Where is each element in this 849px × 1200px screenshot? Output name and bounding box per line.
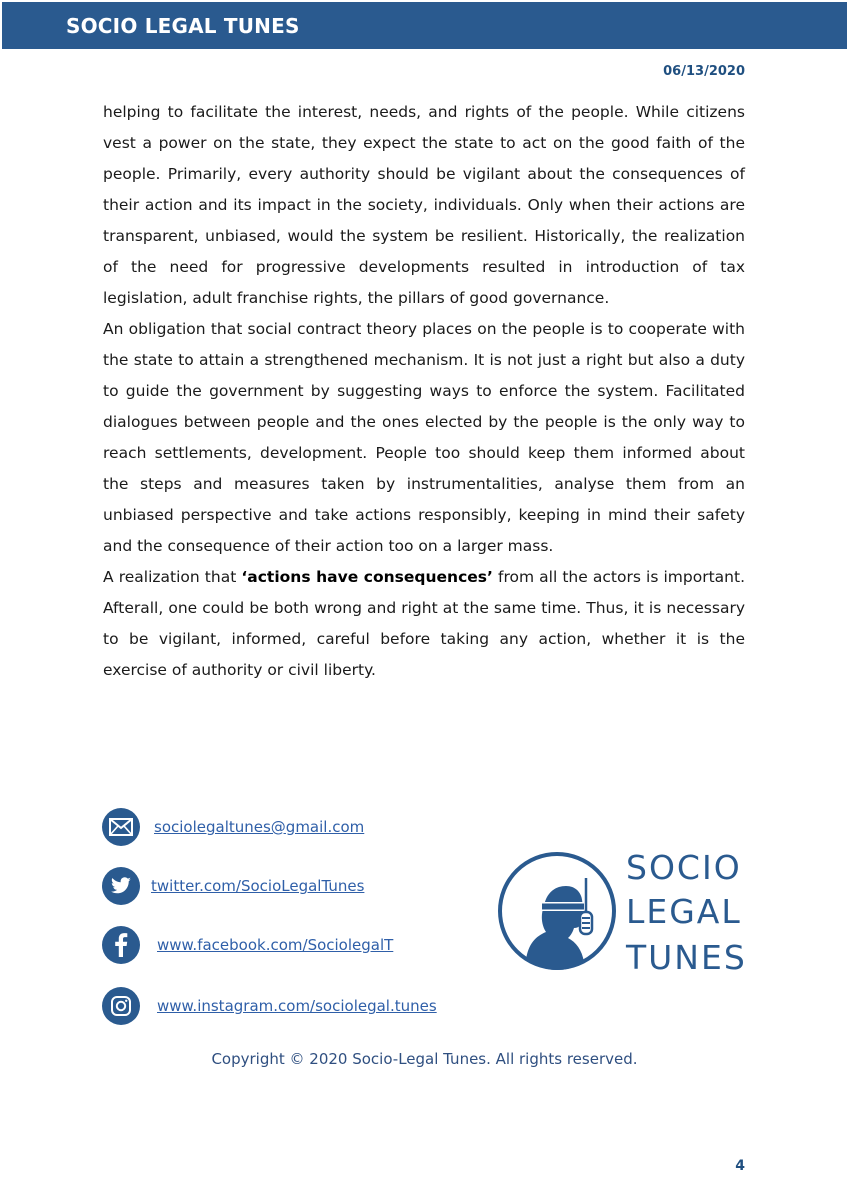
socio-legal-tunes-logo	[496, 848, 761, 977]
facebook-icon	[102, 926, 140, 964]
copyright-notice: Copyright © 2020 Socio-Legal Tunes. All rights reserved.	[211, 1050, 638, 1068]
header-bar	[2, 2, 847, 49]
instagram-link[interactable]: www.instagram.com/sociolegal.tunes	[157, 997, 437, 1015]
logo-line-tunes: TUNES	[626, 938, 747, 977]
emphasis-phrase: ‘actions have consequences’	[241, 568, 493, 586]
page-number: 4	[735, 1158, 745, 1174]
paragraph-3-start: A realization that	[103, 568, 242, 586]
logo-line-legal: LEGAL	[626, 892, 742, 931]
email-link[interactable]: sociolegaltunes@gmail.com	[154, 818, 365, 836]
contact-facebook	[102, 926, 393, 964]
paragraph-1: helping to facilitate the interest, needs, and rights of the people. While citizens vest a power on the state, they expect the state to act on the good faith of the people. Primarily, every authority should be vigilant about the consequences of their action and its impact in the society, individuals. Only when their actions are transparent, unbiased, would the system be resilient. Historically, the realization of the need for progressive developments resulted in introduction of tax legislation, adult franchise rights, the pillars of good governance.	[103, 103, 745, 307]
instagram-icon	[102, 987, 140, 1025]
paragraph-2: An obligation that social contract theory places on the people is to cooperate with the state to attain a strengthened mechanism. It is not just a right but also a duty to guide the government by suggesting ways to enforce the system. Facilitated dialogues between people and the ones elected by the people is the only way to reach settlements, development. People too should keep them informed about the steps and measures taken by instrumentalities, analyse them from an unbiased perspective and take actions responsibly, keeping in mind their safety and the consequence of their action too on a larger mass.	[103, 320, 745, 555]
facebook-link[interactable]: www.facebook.com/SociolegalT	[157, 936, 394, 954]
contact-twitter	[102, 867, 364, 905]
brand-title: SOCIO LEGAL TUNES	[66, 14, 300, 38]
contact-instagram	[102, 987, 437, 1025]
blindfolded-figure-emblem	[496, 850, 618, 972]
email-icon	[102, 808, 140, 846]
document-date: 06/13/2020	[663, 64, 745, 79]
twitter-link[interactable]: twitter.com/SocioLegalTunes	[151, 877, 365, 895]
contact-email	[102, 808, 364, 846]
logo-line-socio: SOCIO	[626, 848, 742, 887]
paragraph-3-end: from all the actors is important. Afterall, one could be both wrong and right at the same time. Thus, it is necessary to be vigilant, informed, careful before taking any action, whether it is the exercise of authority or civil liberty.	[103, 568, 745, 679]
paragraph-3	[103, 562, 745, 686]
article-body	[103, 97, 745, 686]
twitter-icon	[102, 867, 140, 905]
